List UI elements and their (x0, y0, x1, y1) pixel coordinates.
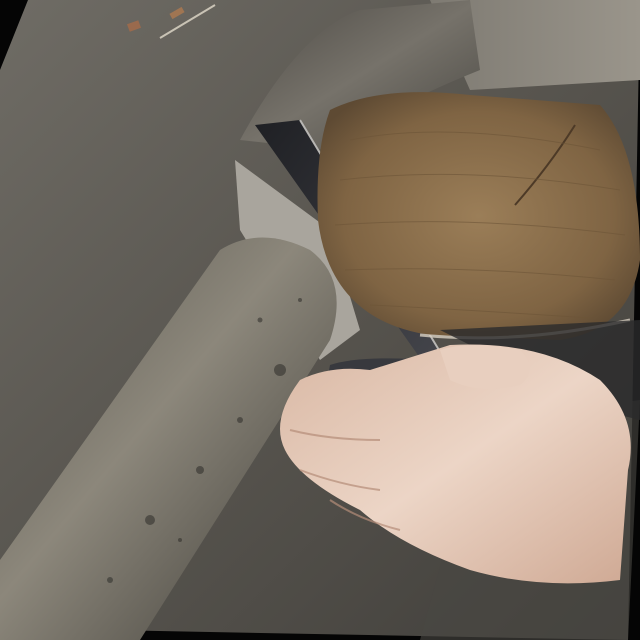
wood-log-end (318, 92, 640, 340)
